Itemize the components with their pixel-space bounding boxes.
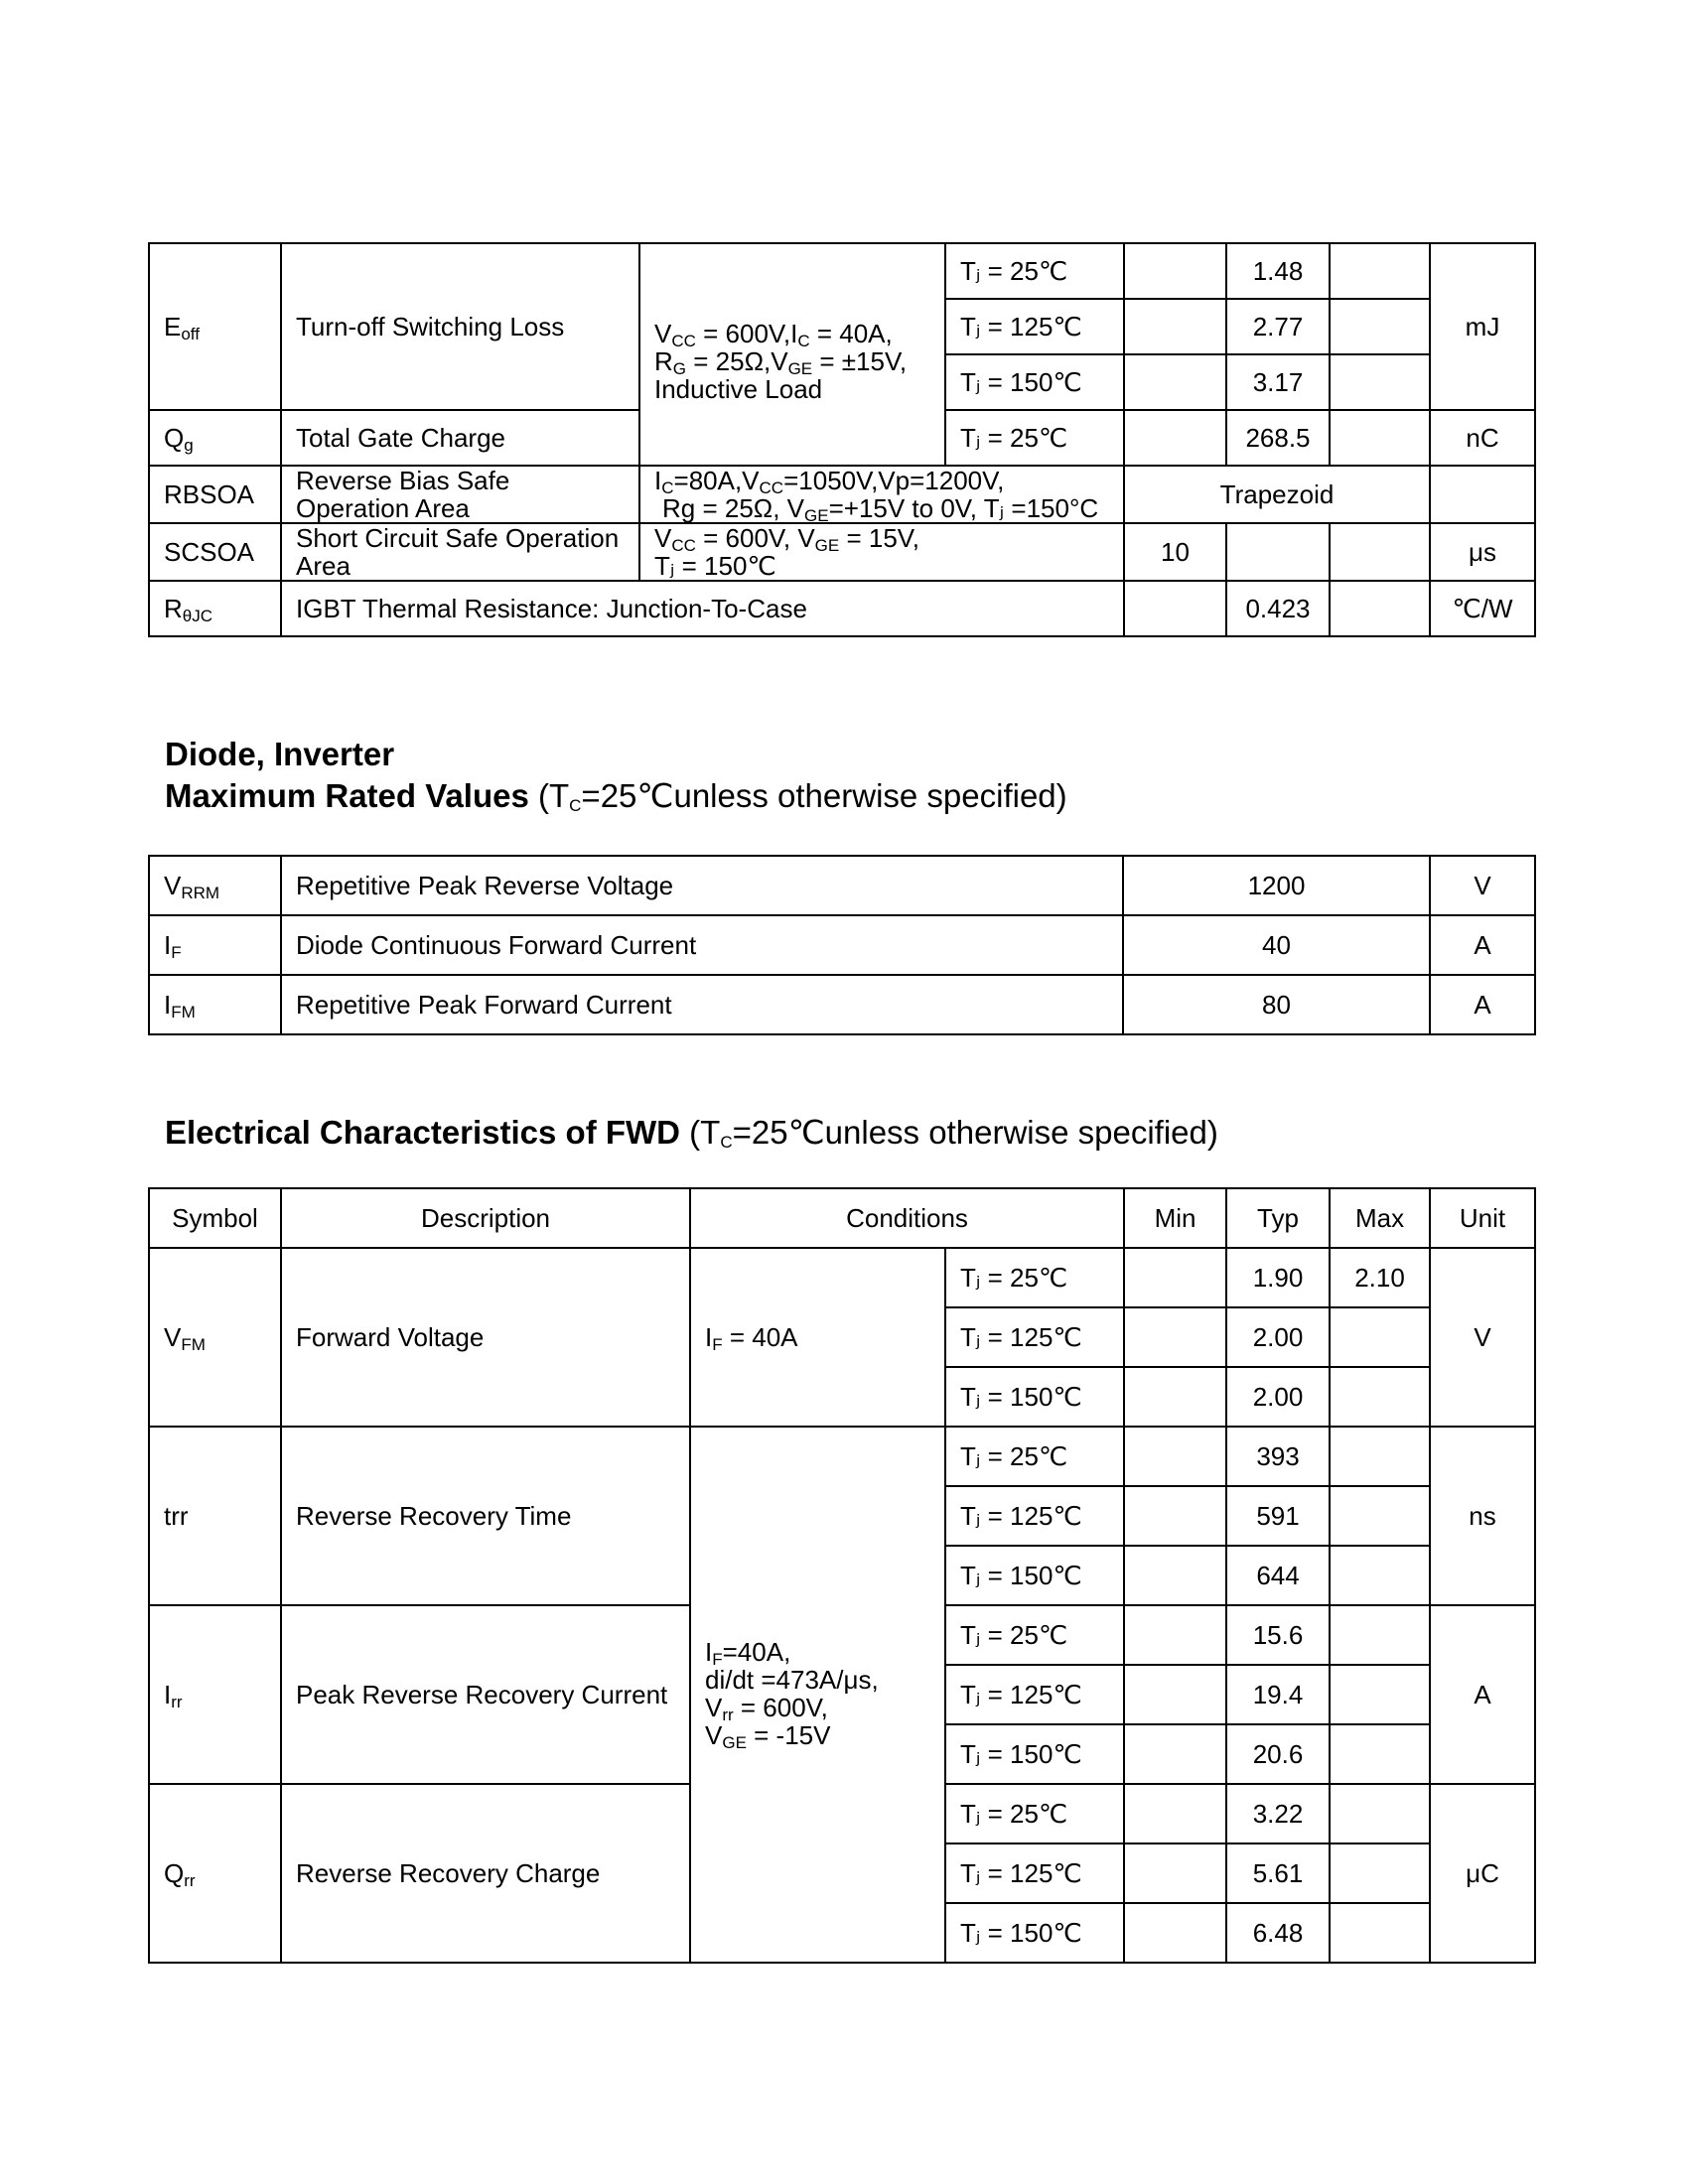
- trr-description: Reverse Recovery Time: [281, 1427, 690, 1605]
- eoff-typ: 2.77: [1226, 299, 1330, 354]
- trr-tj: Tⱼ = 125℃: [945, 1486, 1124, 1546]
- header-row: [149, 1188, 1535, 1248]
- vfm-min: [1124, 1367, 1226, 1427]
- trr-min: [1124, 1486, 1226, 1546]
- rbsoa-unit: [1430, 466, 1535, 523]
- irr-typ: 15.6: [1226, 1605, 1330, 1665]
- vfm-max: [1330, 1367, 1430, 1427]
- qg-unit: nC: [1430, 410, 1535, 466]
- eoff-max: [1330, 354, 1430, 410]
- rth-max: [1330, 581, 1430, 636]
- trr-max: [1330, 1486, 1430, 1546]
- diode-max-rated-table: [148, 855, 1536, 1035]
- ifm-description: Repetitive Peak Forward Current: [281, 975, 1123, 1034]
- if-value: 40: [1123, 915, 1430, 975]
- trr-min: [1124, 1427, 1226, 1486]
- qrr-min: [1124, 1903, 1226, 1963]
- trr-max: [1330, 1546, 1430, 1605]
- scsoa-description: Short Circuit Safe Operation Area: [281, 523, 639, 581]
- ifm-value: 80: [1123, 975, 1430, 1034]
- eoff-symbol: $E_{off}$: [149, 243, 281, 410]
- qrr-max: [1330, 1784, 1430, 1843]
- qrr-tj: Tⱼ = 150℃: [945, 1903, 1124, 1963]
- rth-unit: ℃/W: [1430, 581, 1535, 636]
- diode-max-rated-title: Maximum Rated Values ($T_C=25℃unless$ otherwise specified): [165, 777, 1067, 815]
- table-row: [149, 975, 1535, 1034]
- scsoa-min: 10: [1124, 523, 1226, 581]
- vrrm-value: 1200: [1123, 856, 1430, 915]
- qrr-typ: 5.61: [1226, 1843, 1330, 1903]
- irr-min: [1124, 1724, 1226, 1784]
- header-unit: Unit: [1430, 1188, 1535, 1248]
- trr-min: [1124, 1546, 1226, 1605]
- trr-typ: 644: [1226, 1546, 1330, 1605]
- irr-min: [1124, 1665, 1226, 1724]
- header-max: Max: [1330, 1188, 1430, 1248]
- trr-symbol: trr: [149, 1427, 281, 1605]
- eoff-min: [1124, 243, 1226, 299]
- eoff-description: Turn-off Switching Loss: [281, 243, 639, 410]
- qrr-symbol: $Q_{rr}$: [149, 1784, 281, 1963]
- eoff-max: [1330, 299, 1430, 354]
- trr-unit: ns: [1430, 1427, 1535, 1605]
- vfm-description: Forward Voltage: [281, 1248, 690, 1427]
- scsoa-max: [1330, 523, 1430, 581]
- qrr-typ: 3.22: [1226, 1784, 1330, 1843]
- irr-max: [1330, 1724, 1430, 1784]
- eoff-typ: 3.17: [1226, 354, 1330, 410]
- table-row: [149, 856, 1535, 915]
- scsoa-symbol: SCSOA: [149, 523, 281, 581]
- diode-title: Diode, Inverter: [165, 736, 395, 772]
- vrrm-symbol: $V_{RRM}$: [149, 856, 281, 915]
- vfm-tj: Tⱼ = 125℃: [945, 1307, 1124, 1367]
- irr-max: [1330, 1665, 1430, 1724]
- vfm-min: [1124, 1307, 1226, 1367]
- qg-typ: 268.5: [1226, 410, 1330, 466]
- rbsoa-symbol: RBSOA: [149, 466, 281, 523]
- header-symbol: Symbol: [149, 1188, 281, 1248]
- eoff-conditions: $V_{CC} = 600V,I_C = 40A$, $R_G = 25\Omega,V_{GE} = \pm 15V$, Inductive Load: [639, 243, 945, 466]
- rbsoa-conditions: $I_C=80A,V_{CC}=1050V,Vp=1200V$, Rg = 25Ω, $V_{GE}=+15V$ to 0V, Tⱼ =150°C: [639, 466, 1124, 523]
- vfm-conditions: $I_F = 40A$: [690, 1248, 945, 1427]
- qg-min: [1124, 410, 1226, 466]
- scsoa-unit: μs: [1430, 523, 1535, 581]
- igbt-characteristics-table: [148, 242, 1536, 637]
- irr-tj: Tⱼ = 150℃: [945, 1724, 1124, 1784]
- eoff-tj: Tⱼ = 125℃: [945, 299, 1124, 354]
- rth-typ: 0.423: [1226, 581, 1330, 636]
- vfm-max: 2.10: [1330, 1248, 1430, 1307]
- eoff-unit: mJ: [1430, 243, 1535, 410]
- vrrm-description: Repetitive Peak Reverse Voltage: [281, 856, 1123, 915]
- qrr-max: [1330, 1903, 1430, 1963]
- ifm-unit: A: [1430, 975, 1535, 1034]
- rbsoa-description: Reverse Bias Safe Operation Area: [281, 466, 639, 523]
- rbsoa-value: Trapezoid: [1124, 466, 1430, 523]
- irr-unit: A: [1430, 1605, 1535, 1784]
- eoff-max: [1330, 243, 1430, 299]
- vfm-typ: 1.90: [1226, 1248, 1330, 1307]
- if-symbol: $I_F$: [149, 915, 281, 975]
- if-description: Diode Continuous Forward Current: [281, 915, 1123, 975]
- qrr-tj: Tⱼ = 25℃: [945, 1784, 1124, 1843]
- vfm-tj: Tⱼ = 150℃: [945, 1367, 1124, 1427]
- header-typ: Typ: [1226, 1188, 1330, 1248]
- qrr-unit: μC: [1430, 1784, 1535, 1963]
- eoff-min: [1124, 299, 1226, 354]
- if-unit: A: [1430, 915, 1535, 975]
- table-row: [149, 915, 1535, 975]
- irr-symbol: $I_{rr}$: [149, 1605, 281, 1784]
- irr-min: [1124, 1605, 1226, 1665]
- rth-symbol: $R_{\theta JC}$: [149, 581, 281, 636]
- vfm-typ: 2.00: [1226, 1307, 1330, 1367]
- trr-max: [1330, 1427, 1430, 1486]
- irr-typ: 19.4: [1226, 1665, 1330, 1724]
- trr-typ: 591: [1226, 1486, 1330, 1546]
- header-conditions: Conditions: [690, 1188, 1124, 1248]
- header-min: Min: [1124, 1188, 1226, 1248]
- qrr-tj: Tⱼ = 125℃: [945, 1843, 1124, 1903]
- irr-max: [1330, 1605, 1430, 1665]
- vfm-typ: 2.00: [1226, 1367, 1330, 1427]
- rth-description: IGBT Thermal Resistance: Junction-To-Case: [281, 581, 1124, 636]
- ifm-symbol: $I_{FM}$: [149, 975, 281, 1034]
- qg-description: Total Gate Charge: [281, 410, 639, 466]
- qrr-description: Reverse Recovery Charge: [281, 1784, 690, 1963]
- rth-min: [1124, 581, 1226, 636]
- recovery-conditions: $I_F=40A$, di/dt =473A/μs, $V_{rr} = 600V$, $V_{GE} = -15V$: [690, 1427, 945, 1963]
- vfm-tj: Tⱼ = 25℃: [945, 1248, 1124, 1307]
- scsoa-typ: [1226, 523, 1330, 581]
- eoff-typ: 1.48: [1226, 243, 1330, 299]
- irr-tj: Tⱼ = 25℃: [945, 1605, 1124, 1665]
- qrr-typ: 6.48: [1226, 1903, 1330, 1963]
- qrr-min: [1124, 1784, 1226, 1843]
- fwd-heading: Electrical Characteristics of FWD ($T_C=25℃unless$ otherwise specified): [165, 1114, 1218, 1152]
- trr-typ: 393: [1226, 1427, 1330, 1486]
- fwd-characteristics-table: [148, 1187, 1536, 1964]
- diode-heading: [165, 734, 1067, 817]
- qrr-max: [1330, 1843, 1430, 1903]
- vfm-unit: V: [1430, 1248, 1535, 1427]
- irr-typ: 20.6: [1226, 1724, 1330, 1784]
- qg-tj: Tⱼ = 25℃: [945, 410, 1124, 466]
- header-description: Description: [281, 1188, 690, 1248]
- vfm-min: [1124, 1248, 1226, 1307]
- vfm-max: [1330, 1307, 1430, 1367]
- vrrm-unit: V: [1430, 856, 1535, 915]
- qrr-min: [1124, 1843, 1226, 1903]
- eoff-tj: Tⱼ = 150℃: [945, 354, 1124, 410]
- irr-description: Peak Reverse Recovery Current: [281, 1605, 690, 1784]
- irr-tj: Tⱼ = 125℃: [945, 1665, 1124, 1724]
- scsoa-conditions: $V_{CC} = 600V$, $V_{GE} = 15V$, Tⱼ = 150℃: [639, 523, 1124, 581]
- eoff-min: [1124, 354, 1226, 410]
- trr-tj: Tⱼ = 150℃: [945, 1546, 1124, 1605]
- vfm-symbol: $V_{FM}$: [149, 1248, 281, 1427]
- qg-symbol: $Q_g$: [149, 410, 281, 466]
- trr-tj: Tⱼ = 25℃: [945, 1427, 1124, 1486]
- qg-max: [1330, 410, 1430, 466]
- eoff-tj: Tⱼ = 25℃: [945, 243, 1124, 299]
